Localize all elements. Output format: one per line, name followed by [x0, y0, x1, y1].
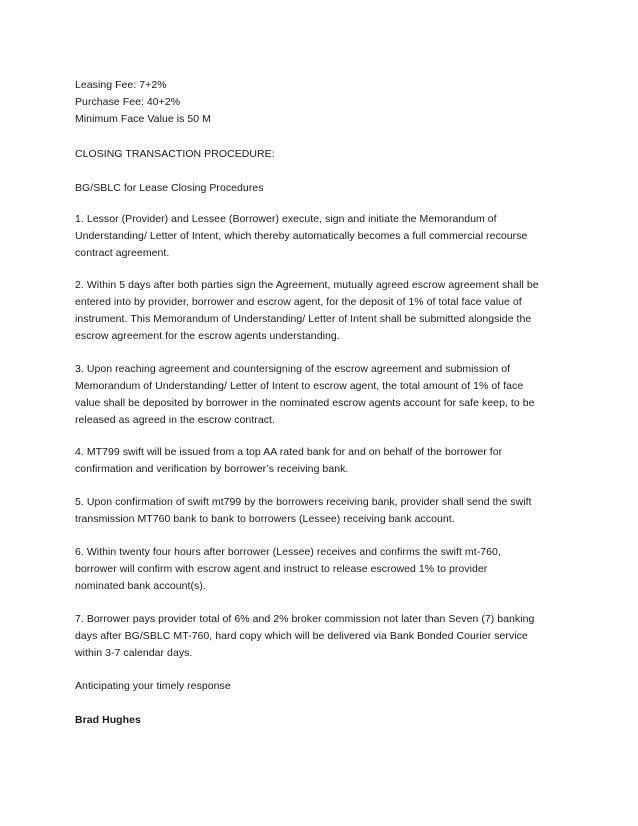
step-6-line-2: borrower will confirm with escrow agent and instruct to release escrowed 1% to provider — [75, 563, 488, 575]
step-4-line-1: 4. MT799 swift will be issued from a top AA rated bank for and on behalf of the borrower for — [75, 446, 503, 458]
step-2-line-1: 2. Within 5 days after both parties sign the Agreement, mutually agreed escrow agreement shall be — [75, 279, 539, 291]
signature-name: Brad Hughes — [75, 714, 141, 726]
step-1-line-2: Understanding/ Letter of Intent, which thereby automatically becomes a full commercial recourse — [75, 230, 528, 242]
step-7-line-2: days after BG/SBLC MT-760, hard copy which will be delivered via Bank Bonded Courier service — [75, 630, 528, 642]
step-5-line-2: transmission MT760 bank to bank to borrowers (Lessee) receiving bank account. — [75, 513, 455, 525]
step-2-line-4: escrow agreement for the escrow agents understanding. — [75, 330, 340, 342]
step-2-line-2: entered into by provider, borrower and escrow agent, for the deposit of 1% of total face value of — [75, 296, 522, 308]
step-3-line-4: released as agreed in the escrow contract. — [75, 414, 275, 426]
closing-line: Anticipating your timely response — [75, 680, 231, 692]
purchase-fee: Purchase Fee: 40+2% — [75, 96, 181, 108]
step-1-line-3: contract agreement. — [75, 247, 170, 259]
step-5-line-1: 5. Upon confirmation of swift mt799 by the borrowers receiving bank, provider shall send the swift — [75, 496, 532, 508]
procedure-subheading: BG/SBLC for Lease Closing Procedures — [75, 182, 264, 194]
step-7-line-1: 7. Borrower pays provider total of 6% and 2% broker commission not later than Seven (7) banking — [75, 613, 535, 625]
step-6-line-1: 6. Within twenty four hours after borrower (Lessee) receives and confirms the swift mt-760, — [75, 546, 501, 558]
step-4-line-2: confirmation and verification by borrower’s receiving bank. — [75, 463, 349, 475]
step-2-line-3: instrument. This Memorandum of Understanding/ Letter of Intent shall be submitted alongside the — [75, 313, 532, 325]
procedure-heading: CLOSING TRANSACTION PROCEDURE: — [75, 148, 275, 160]
step-6-line-3: nominated bank account(s). — [75, 580, 206, 592]
minimum-face-value: Minimum Face Value is 50 M — [75, 113, 211, 125]
step-7-line-3: within 3-7 calendar days. — [75, 647, 193, 659]
step-3-line-3: value shall be deposited by borrower in the nominated escrow agents account for safe keep, to be — [75, 397, 535, 409]
step-1-line-1: 1. Lessor (Provider) and Lessee (Borrower) execute, sign and initiate the Memorandum of — [75, 213, 497, 225]
step-3-line-1: 3. Upon reaching agreement and countersigning of the escrow agreement and submission of — [75, 363, 511, 375]
leasing-fee: Leasing Fee: 7+2% — [75, 79, 167, 91]
step-3-line-2: Memorandum of Understanding/ Letter of Intent to escrow agent, the total amount of 1% of face — [75, 380, 524, 392]
